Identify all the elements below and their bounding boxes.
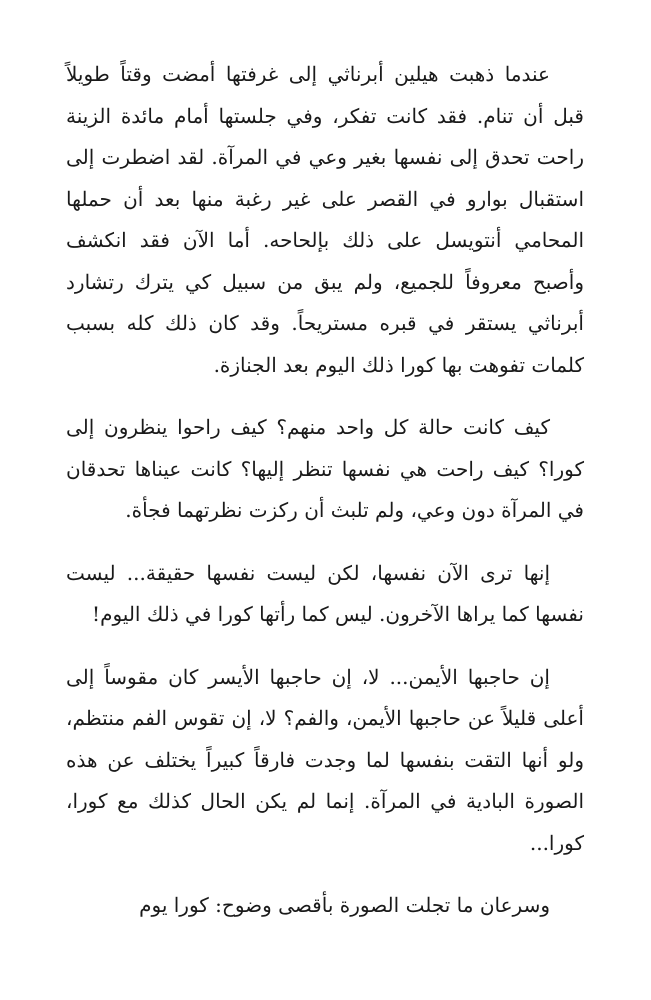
paragraph-3: إنها ترى الآن نفسها، لكن ليست نفسها حقيقة... ليست نفسها كما يراها الآخرون. ليس كما رأتها كورا في ذلك اليوم! — [66, 560, 584, 626]
paragraph-4: إن حاجبها الأيمن... لا، إن حاجبها الأيسر كان مقوساً إلى أعلى قليلاً عن حاجبها الأيمن، والفم؟ لا، إن تقوس الفم منتظم، ولو أنها التقت بنفسها لما وجدت فارقاً كبيراً يختلف عن هذه الصورة البادية في المرآة. إنما لم يكن الحال كذلك مع كورا، كورا... — [66, 664, 584, 855]
paragraph-2: كيف كانت حالة كل واحد منهم؟ كيف راحوا ينظرون إلى كورا؟ كيف راحت هي نفسها تنظر إليها؟ كانت عيناها تحدقان في المرآة دون وعي، ولم تلبث أن ركزت نظرتهما فجأة. — [66, 415, 584, 522]
book-page — [66, 54, 584, 927]
paragraph-1: عندما ذهبت هيلين أبرناثي إلى غرفتها أمضت وقتاً طويلاً قبل أن تنام. فقد كانت تفكر، وفي جلستها أمام مائدة الزينة راحت تحدق إلى نفسها بغير وعي في المرآة. لقد اضطرت إلى استقبال بوارو في القصر على غير رغبة منها بعد أن حملها المحامي أنتويسل على ذلك بإلحاحه. أما الآن فقد انكشف وأصبح معروفاً للجميع، ولم يبق من سبيل كي يترك رتشارد أبرناثي يستقر في قبره مستريحاً. وقد كان ذلك كله بسبب كلمات تفوهت بها كورا ذلك اليوم بعد الجنازة. — [66, 62, 584, 377]
paragraph-5: وسرعان ما تجلت الصورة بأقصى وضوح: كورا يوم — [139, 893, 550, 917]
